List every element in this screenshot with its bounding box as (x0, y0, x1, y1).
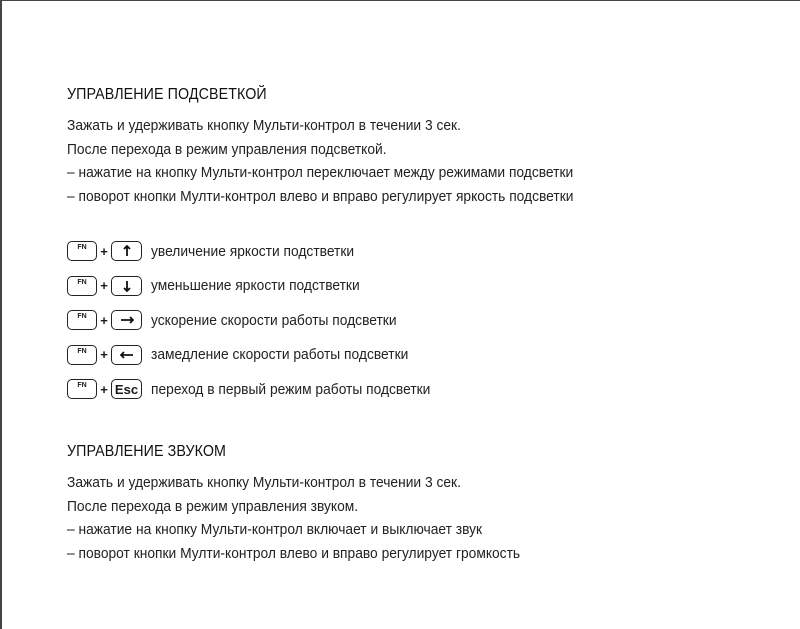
lighting-section (67, 86, 618, 208)
lighting-line-4: – поворот кнопки Мулти-контрол влево и вправо регулирует яркость подсветки (67, 187, 574, 205)
shortcut-desc: уменьшение яркости подстветки (151, 277, 360, 295)
arrow-right-key (111, 310, 142, 330)
plus-sign: + (100, 312, 108, 328)
page-border-left (0, 0, 2, 629)
lighting-line-1: Зажать и удерживать кнопку Мульти-контрол в течении 3 сек. (67, 117, 461, 134)
shortcut-row (67, 234, 455, 269)
sound-section (67, 443, 560, 565)
lighting-line-3: – нажатие на кнопку Мульти-контрол переключает между режимами подсветки (67, 164, 574, 181)
fn-key: FN (67, 345, 97, 365)
shortcut-desc: ускорение скорости работы подсветки (151, 311, 397, 329)
fn-key: FN (67, 276, 97, 296)
esc-key: Esc (111, 379, 142, 399)
plus-sign: + (100, 381, 108, 397)
arrow-up-icon (122, 245, 132, 257)
lighting-line-2: После перехода в режим управления подсветкой. (67, 140, 387, 158)
shortcut-desc: увеличение яркости подстветки (151, 242, 355, 260)
shortcut-desc: замедление скорости работы подсветки (151, 346, 409, 364)
arrow-left-icon (120, 350, 134, 360)
arrow-down-key (111, 276, 142, 296)
sound-line-3: – нажатие на кнопку Мульти-контрол включает и выключает звук (67, 521, 483, 538)
shortcut-row (67, 269, 455, 304)
shortcut-row (67, 303, 455, 338)
shortcut-desc: переход в первый режим работы подсветки (151, 380, 431, 398)
sound-line-2: После перехода в режим управления звуком. (67, 497, 359, 515)
shortcut-row (67, 372, 455, 407)
sound-heading: УПРАВЛЕНИЕ ЗВУКОМ (67, 443, 227, 460)
arrow-up-key (111, 241, 142, 261)
plus-sign: + (100, 278, 108, 294)
arrow-right-icon (120, 315, 134, 325)
plus-sign: + (100, 243, 108, 259)
arrow-left-key (111, 345, 142, 365)
shortcut-row (67, 338, 455, 373)
sound-line-1: Зажать и удерживать кнопку Мульти-контрол в течении 3 сек. (67, 474, 461, 491)
fn-key: FN (67, 241, 97, 261)
fn-key: FN (67, 310, 97, 330)
shortcut-list (67, 234, 455, 407)
lighting-heading: УПРАВЛЕНИЕ ПОДСВЕТКОЙ (67, 86, 267, 103)
arrow-down-icon (122, 280, 132, 292)
sound-line-4: – поворот кнопки Мулти-контрол влево и вправо регулирует громкость (67, 544, 521, 562)
plus-sign: + (100, 347, 108, 363)
page-border-top (0, 0, 800, 1)
fn-key: FN (67, 379, 97, 399)
